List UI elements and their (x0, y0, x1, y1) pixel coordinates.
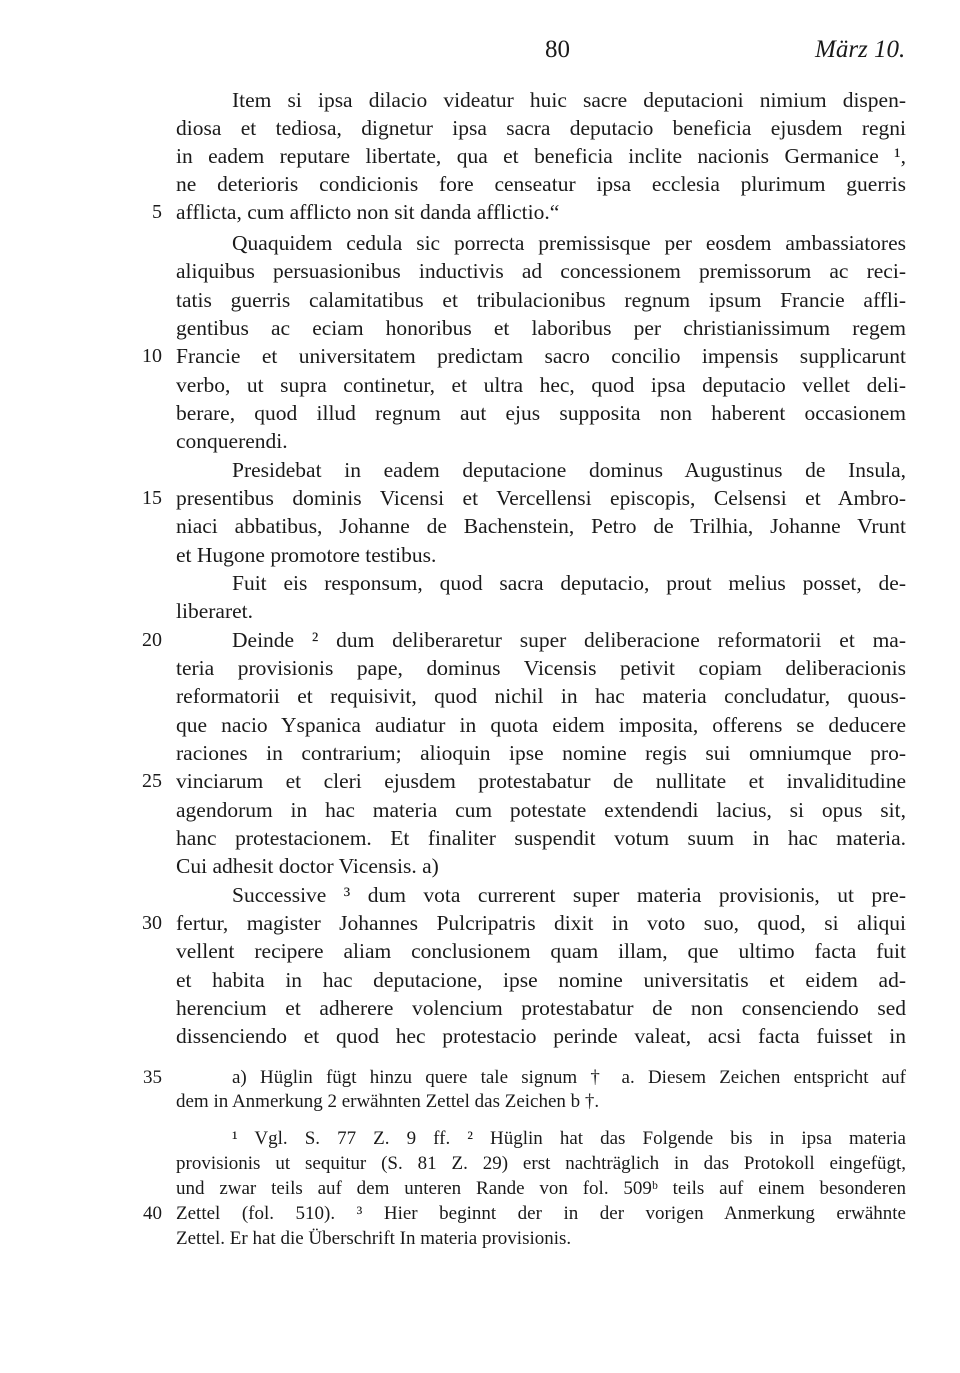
text-line: verbo, ut supra continetur, et ultra hec, quod ipsa deputacio vellet deli- (176, 373, 906, 397)
text-line: vellent recipere aliam conclusionem quam illam, que ultimo facta fuit (176, 939, 906, 963)
text-line: et habita in hac deputacione, ipse nomine universitatis et eidem ad- (176, 968, 906, 992)
text-line: dissenciendo et quod hec protestacio perinde valeat, acsi facta fuisset in (176, 1024, 906, 1048)
footnote-line: dem in Anmerkung 2 erwähnten Zettel das Zeichen b †. (176, 1091, 600, 1112)
line-number: 30 (142, 912, 162, 934)
text-line: liberaret. (176, 599, 253, 623)
text-line: Deinde ² dum deliberaretur super deliberacione reformatorii et ma- (232, 628, 906, 652)
text-line: Francie et universitatem predictam sacro concilio impensis supplicarunt (176, 344, 906, 368)
line-number: 25 (142, 770, 162, 792)
text-line: herencium et adherere volencium protestabatur de non consenciendo sed (176, 996, 906, 1020)
text-line: que nacio Yspanica audiatur in quota eidem imposita, offerens se deducere (176, 713, 906, 737)
text-line: afflicta, cum afflicto non sit danda afflictio.“ (176, 200, 560, 224)
text-line: tatis guerris calamitatibus et tribulacionibus regnum ipsum Francie affli- (176, 288, 906, 312)
footnote-line: ¹ Vgl. S. 77 Z. 9 ff. ² Hüglin hat das Folgende bis in ipsa materia (232, 1128, 906, 1149)
text-line: raciones in contrarium; alioquin ipse nomine regis sui omniumque pro- (176, 741, 906, 765)
line-number: 10 (142, 345, 162, 367)
text-line: in eadem reputare libertate, qua et beneficia inclite nacionis Germanice ¹, (176, 144, 906, 168)
running-head-date: März 10. (815, 36, 906, 63)
text-line: vinciarum et cleri ejusdem protestabatur de nullitate et invaliditudine (176, 769, 906, 793)
text-line: agendorum in hac materia cum potestate extendendi lacius, si opus sit, (176, 798, 906, 822)
text-line: et Hugone promotore testibus. (176, 543, 437, 567)
text-line: niaci abbatibus, Johanne de Bachenstein, Petro de Trilhia, Johanne Vrunt (176, 514, 906, 538)
line-number: 35 (143, 1067, 162, 1088)
text-line: conquerendi. (176, 429, 288, 453)
text-line: presentibus dominis Vicensi et Vercellensi episcopis, Celsensi et Ambro- (176, 486, 906, 510)
line-number: 20 (142, 629, 162, 651)
text-line: hanc protestacionem. Et finaliter suspendit votum suum in hac materia. (176, 826, 906, 850)
text-line: Item si ipsa dilacio videatur huic sacre deputacioni nimium dispen- (232, 88, 906, 112)
text-line: reformatorii et requisivit, quod nichil in hac materia concludatur, quous- (176, 684, 906, 708)
footnote-line: und zwar teils auf dem unteren Rande von fol. 509ᵇ teils auf einem besonderen (176, 1178, 906, 1199)
text-line: Quaquidem cedula sic porrecta premissisque per eosdem ambassiatores (232, 231, 906, 255)
text-line: fertur, magister Johannes Pulcripatris dixit in voto suo, quod, si aliqui (176, 911, 906, 935)
footnote-line: a) Hüglin fügt hinzu quere tale signum † a. Diesem Zeichen entspricht auf (232, 1067, 906, 1088)
text-line: aliquibus persuasionibus inductivis ad concessionem premissorum ac reci- (176, 259, 906, 283)
page-number: 80 (545, 36, 570, 63)
text-line: berare, quod illud regnum aut ejus supposita non haberent occasionem (176, 401, 906, 425)
footnote-line: provisionis ut sequitur (S. 81 Z. 29) erst nachträglich in das Protokoll eingefügt, (176, 1153, 906, 1174)
footnote-line: Zettel (fol. 510). ³ Hier beginnt der in der vorigen Anmerkung erwähnte (176, 1203, 906, 1224)
text-line: Presidebat in eadem deputacione dominus Augustinus de Insula, (232, 458, 906, 482)
footnote-line: Zettel. Er hat die Überschrift In materia provisionis. (176, 1228, 572, 1249)
line-number: 15 (142, 487, 162, 509)
text-line: diosa et tediosa, dignetur ipsa sacra deputacio beneficia ejusdem regni (176, 116, 906, 140)
text-line: Fuit eis responsum, quod sacra deputacio, prout melius posset, de- (232, 571, 906, 595)
text-line: teria provisionis pape, dominus Vicensis petivit copiam deliberacionis (176, 656, 906, 680)
text-line: Cui adhesit doctor Vicensis. a) (176, 854, 439, 878)
line-number: 5 (152, 201, 162, 223)
line-number: 40 (143, 1203, 162, 1224)
text-line: ne deterioris condicionis fore censeatur ipsa ecclesia plurimum guerris (176, 172, 906, 196)
text-line: Successive ³ dum vota currerent super materia provisionis, ut pre- (232, 883, 906, 907)
text-line: gentibus ac eciam honoribus et laboribus per christianissimum regem (176, 316, 906, 340)
